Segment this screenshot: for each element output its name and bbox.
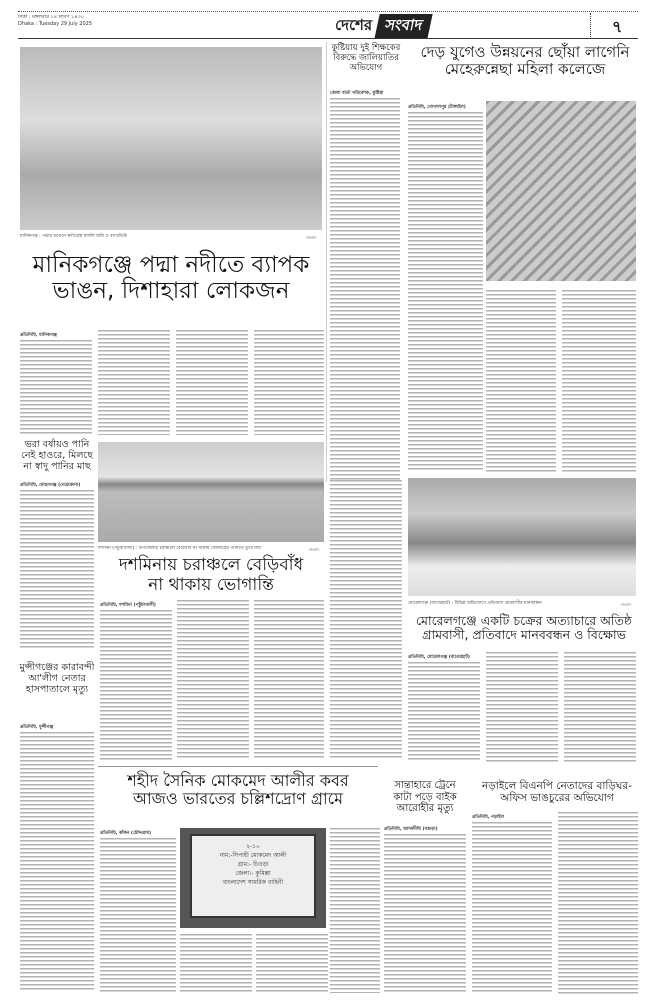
santahar-headline [382, 780, 468, 815]
page-number: ৭ [612, 17, 623, 36]
board-line: জেলা:- কুমিল্লা [235, 870, 271, 877]
shaheed-body-col3 [256, 934, 328, 994]
manikganj-photo-credit: -সংবাদ [305, 235, 317, 240]
column-divider [326, 42, 327, 482]
santahar-headline-line2: কাটা পড়ে বাইক [393, 791, 457, 803]
dashmina-body-col3 [254, 600, 324, 760]
santahar-headline-line3: আরোহীর মৃত্যু [396, 803, 454, 814]
morrelganj-headline [405, 614, 643, 643]
manikganj-headline-line1: মানিকগঞ্জে পদ্মা নদীতে ব্যাপক [32, 252, 310, 278]
dashmina-body-col2 [177, 600, 249, 760]
munshiganj-body [20, 732, 94, 992]
munshiganj-headline [18, 663, 96, 696]
dashmina-headline-line1: দশমিনায় চরাঞ্চলে বেড়িবাঁধ [118, 555, 304, 575]
haor-headline-line1: ভরা বর্ষায়ও পানি [24, 439, 90, 450]
morrelganj-body-col2 [486, 652, 558, 762]
morrelganj-photo [408, 478, 636, 596]
munshiganj-headline-line3: হাসপাতালে মৃত্যু [25, 683, 89, 695]
dateline [18, 14, 92, 28]
munshiganj-headline-line2: আ'লীগ নেতার [28, 672, 86, 684]
grave-board [190, 834, 316, 918]
manikganj-headline [18, 252, 324, 305]
meherunnesa-headline-line2: মেহেরুন্নেছা মহিলা কলেজে [444, 60, 606, 79]
haor-byline: প্রতিনিধি, মোহনগঞ্জ (নেত্রকোনা) [20, 483, 81, 488]
section-divider [98, 766, 378, 767]
meherunnesa-photo [486, 101, 636, 281]
masthead-top-rule [18, 11, 638, 12]
munshiganj-headline-line1: মুন্সীগঞ্জের কারাবন্দী [19, 662, 95, 673]
kushtia-headline-line3: অভিযোগ [349, 62, 383, 73]
haor-headline-line2: নেই হাওরে, মিলছে [21, 449, 93, 461]
santahar-body [384, 834, 466, 994]
dashmina-headline [98, 556, 324, 595]
shaheed-body-col2 [180, 934, 252, 994]
section-title-part2: সংবাদ [375, 14, 433, 39]
morrelganj-byline: প্রতিনিধি, মোরেলগঞ্জ (বাগেরহাট) [408, 655, 470, 660]
morrelganj-photo-credit: -সংবাদ [620, 602, 632, 607]
dashmina-body-col1 [100, 610, 172, 760]
morrelganj-headline-line1: মোরেলগঞ্জে একটি চক্রের অত্যাচারে অতিষ্ঠ [415, 613, 633, 628]
page-number-divider [590, 13, 591, 37]
manikganj-photo [20, 47, 322, 230]
section-title [335, 14, 430, 39]
santahar-byline: প্রতিনিধি, আদমদীঘি (বগুড়া) [384, 827, 438, 832]
kushtia-headline-line1: কুষ্টিয়ায় দুই শিক্ষকের [331, 43, 401, 53]
meherunnesa-byline: প্রতিনিধি, গোপালপুর (টাঙ্গাইল) [408, 105, 466, 110]
meherunnesa-body-col1 [408, 112, 483, 472]
manikganj-body-col4 [254, 330, 324, 435]
morrelganj-photo-caption: মোরেলগঞ্জ (বাগেরহাট) : বিভিন্ন অভিযোগে প্রতিবাদে গ্রামবাসীর মানববন্ধন [408, 601, 542, 606]
haor-headline-line3: না স্বাদু পানির মাছ [23, 460, 91, 472]
meherunnesa-body-col4 [330, 480, 402, 760]
dateline-english: Dhaka : Tuesday 29 July 2025 [18, 21, 93, 27]
manikganj-body-col2 [98, 330, 170, 435]
dashmina-headline-line2: না থাকায় ভোগান্তি [148, 574, 274, 595]
manikganj-byline: প্রতিনিধি, মানিকগঞ্জ [20, 333, 57, 338]
kushtia-headline-line2: বিরুদ্ধে জালিয়াতির [333, 52, 399, 63]
masthead-bottom-rule [18, 38, 638, 39]
grave-board-photo [180, 828, 326, 928]
board-line: ২-১০ [246, 843, 260, 850]
section-title-part1: দেশের [335, 16, 373, 34]
kushtia-body [330, 98, 400, 480]
shaheed-body-col4 [330, 828, 380, 993]
munshiganj-byline: প্রতিনিধি, মুন্সীগঞ্জ [20, 725, 54, 730]
haor-headline [18, 440, 96, 473]
santahar-headline-line1: সান্তাহারে ট্রেনে [394, 780, 456, 791]
meherunnesa-headline [405, 44, 645, 79]
shaheed-body-col1 [100, 838, 176, 993]
manikganj-photo-caption: মানিকগঞ্জ : পদ্মার ভাঙনে ক্ষতিগ্রস্ত ফসলি জমি ও বসতভিটা [20, 234, 128, 239]
board-line: গ্রাম:- চিওড়া [237, 861, 269, 868]
shaheed-byline: প্রতিনিধি, কাঁকন (চৌদ্দগ্রাম) [100, 831, 152, 836]
morrelganj-body-col1 [408, 662, 480, 762]
shaheed-headline-line2: আজও ভারতের চল্লিশদ্রোণ গ্রামে [133, 789, 343, 809]
dashmina-photo [98, 442, 324, 542]
manikganj-body-col1 [20, 340, 92, 435]
kushtia-headline [328, 44, 404, 73]
narail-headline-line2: অফিস ভাঙচুরের অভিযোগ [500, 792, 614, 805]
board-line: নাম:-সিপাহী মোকমেদ আলী [219, 852, 287, 859]
board-line: বাংলাদেশ সামরিক বাহিনী [222, 879, 284, 886]
haor-body [20, 490, 94, 650]
dashmina-photo-credit: -সংবাদ [308, 547, 320, 552]
meherunnesa-headline-line1: দেড় যুগেও উন্নয়নের ছোঁয়া লাগেনি [420, 43, 630, 61]
shaheed-headline [98, 772, 378, 809]
kushtia-byline: জেলা বার্তা পরিবেশক, কুষ্টিয়া [330, 91, 384, 96]
morrelganj-headline-line2: গ্রামবাসী, প্রতিবাদে মানববন্ধন ও বিক্ষোভ [422, 627, 626, 643]
dateline-bengali: ঢাকা : মঙ্গলবার ১৪ শ্রাবণ ১৪৩০ [18, 14, 85, 20]
narail-headline [470, 780, 644, 804]
narail-headline-line1: নড়াইলে বিএনপি নেতাদের বাড়িঘর- [482, 780, 632, 792]
meherunnesa-body-col3 [562, 290, 636, 472]
manikganj-headline-line2: ভাঙন, দিশাহারা লোকজন [52, 278, 290, 305]
manikganj-body-col3 [176, 330, 248, 435]
meherunnesa-body-col2 [486, 290, 556, 472]
narail-byline: প্রতিনিধি, নড়াইল [472, 815, 504, 820]
morrelganj-body-col3 [564, 652, 636, 762]
shaheed-headline-line1: শহীদ সৈনিক মোকমেদ আলীর কবর [127, 771, 349, 790]
dashmina-byline: প্রতিনিধি, দশমিনা (পটুয়াখালী) [100, 603, 156, 608]
narail-body-col2 [558, 812, 638, 994]
narail-body-col1 [472, 822, 552, 994]
dashmina-photo-caption: দশমিনা (পটুয়াখালী) : উপজেলার চরাঞ্চলে বেড়িবাঁধ না থাকায় জোয়ারের পানিতে ডুবে যায় [98, 546, 261, 551]
